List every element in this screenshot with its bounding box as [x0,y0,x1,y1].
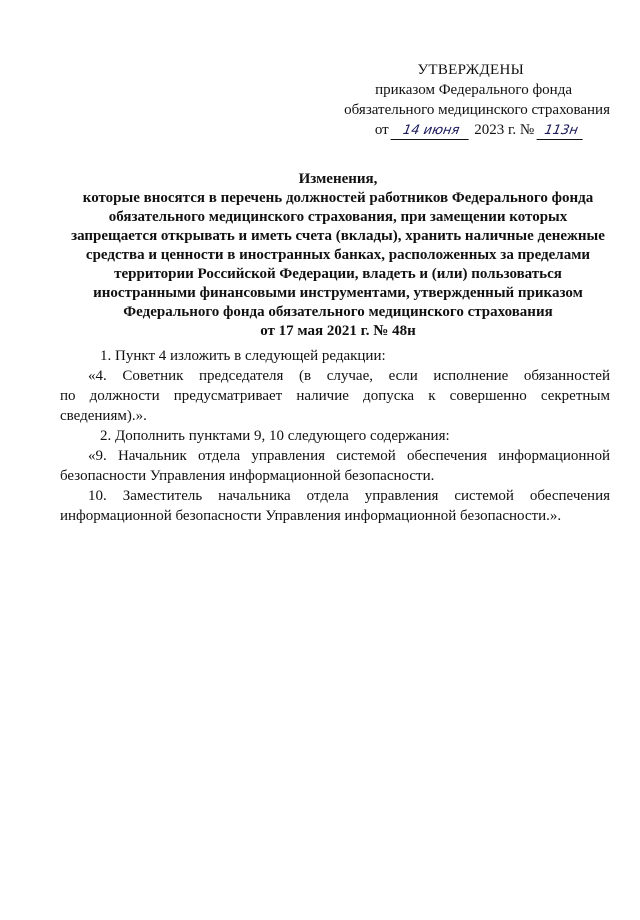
heading-line: от 17 мая 2021 г. № 48н [260,323,416,339]
heading-line: Федерального фонда обязательного медицинского страхования [123,304,553,320]
year-label: 2023 г. № [474,122,535,138]
approval-block [300,60,610,140]
handwritten-number: 113н [537,123,586,140]
approval-order-line: приказом Федерального фонда [375,82,572,98]
heading-line: которые вносятся в перечень должностей работников Федерального фонда [82,190,594,206]
heading-line: Изменения, [298,171,378,187]
quote-1-line-3: сведениям).». [60,408,147,424]
item-1: 1. Пункт 4 изложить в следующей редакции: [100,348,386,364]
approval-title: УТВЕРЖДЕНЫ [417,62,524,78]
document-body [60,346,610,526]
item-2: 2. Дополнить пунктами 9, 10 следующего содержания: [100,428,450,444]
quote-2-line-2: безопасности Управления информационной безопасности. [60,468,435,484]
quote-1-line-1: «4. Советник председателя (в случае, если исполнение обязанностей [88,368,610,384]
from-label: от [374,122,389,138]
quote-1-line-2: по должности предусматривает наличие допуска к совершенно секретным [60,388,610,404]
heading-line: иностранными финансовыми инструментами, утвержденный приказом [93,285,583,301]
document-heading [66,170,610,341]
heading-line: средства и ценности в иностранных банках, расположенных за пределами [85,247,591,263]
heading-line: обязательного медицинского страхования, при замещении которых [108,209,568,225]
quote-2-line-1: «9. Начальник отдела управления системой обеспечения информационной [88,448,610,464]
heading-line: территории Российской Федерации, владеть и (или) пользоваться [114,266,562,282]
heading-line: запрещается открывать и иметь счета (вклады), хранить наличные денежные [71,228,605,244]
quote-3-line-1: 10. Заместитель начальника отдела управления системой обеспечения [88,488,610,504]
approval-date-line [300,120,610,140]
approval-fund-line: обязательного медицинского страхования [344,102,610,118]
quote-3-line-2: информационной безопасности Управления информационной безопасности.». [60,508,562,524]
handwritten-date: 14 июня [391,123,472,140]
